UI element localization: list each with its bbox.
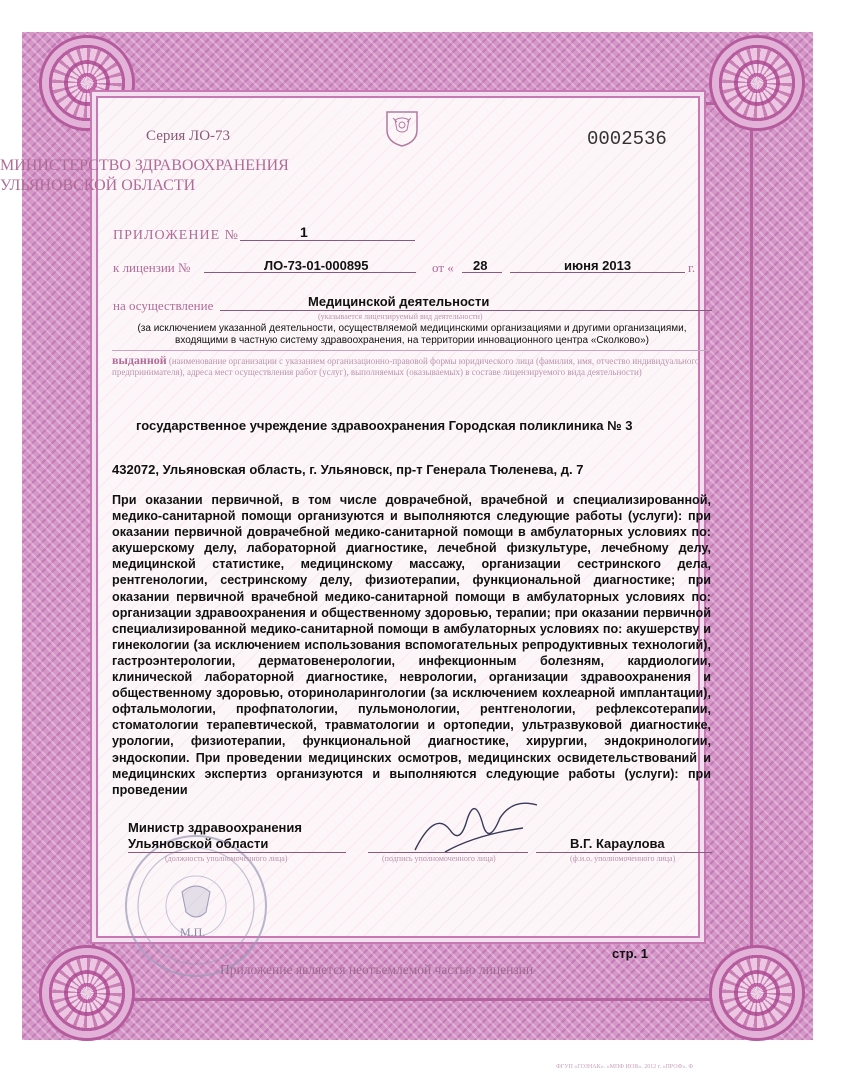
signer-position-line2: Ульяновской области: [128, 836, 269, 851]
year-suffix: г.: [688, 260, 696, 275]
series-label: Серия ЛО-73: [146, 128, 231, 144]
activity-label: на осуществление: [113, 298, 214, 313]
printer-imprint: ФГУП «ГОЗНАК». «МПФ ИОВ». 2012 г. «ПРОФ». Ф: [556, 1064, 694, 1070]
signer-position-line1: Министр здравоохранения: [128, 820, 302, 835]
appendix-label: ПРИЛОЖЕНИЕ №: [113, 228, 239, 243]
footer-note: Приложение является неотъемлемой частью лицензии: [220, 962, 534, 977]
position-underline: [128, 852, 346, 853]
ministry-title-line1: МИНИСТЕРСТВО ЗДРАВООХРАНЕНИЯ: [0, 157, 289, 174]
appendix-number: 1: [300, 224, 308, 240]
form-number: 0002536: [587, 128, 667, 150]
corner-rosette-top-right: [712, 38, 802, 128]
activity-hint: (указывается лицензируемый вид деятельности): [318, 312, 483, 321]
activity-underline: [220, 310, 712, 311]
signature-caption: (подпись уполномоченного лица): [382, 854, 496, 863]
activity-value: Медицинской деятельности: [308, 294, 490, 309]
name-caption: (ф.и.о. уполномоченного лица): [570, 854, 676, 863]
appendix-underline: [240, 240, 415, 241]
issued-label: выданной: [112, 353, 167, 367]
organization-name: государственное учреждение здравоохранения Городская поликлиника № 3: [136, 418, 633, 433]
coat-of-arms-icon: [383, 108, 421, 148]
signer-name: В.Г. Караулова: [570, 836, 665, 851]
services-description: При оказании первичной, в том числе доврачебной, врачебной и специализированной, медико-санитарной помощи организуются и выполняются следующие работы (услуги): при оказании первичной доврачебной медико-санитарной помощи в амбулаторных условиях по: акушерскому делу, лабораторной диагностике, лечебной физкультуре, лечебному делу, медицинской статистике, медицинскому массажу, организации сестринского дела, рентгенологии, сестринскому делу, физиотерапии, функциональной диагностике; при оказании первичной врачебной медико-санитарной помощи в амбулаторных условиях по: организации здравоохранения и общественному здоровью, терапии; при оказании первичной специализированной медико-санитарной помощи в амбулаторных условиях по: акушерству и гинекологии (за исключением использования вспомогательных репродуктивных технологий), гастроэнтерологии, дерматовенерологии, инфекционным болезням, кардиологии, клинической лабораторной диагностике, неврологии, организации здравоохранения и общественному здоровью, оториноларингологии (за исключением кохлеарной имплантации), офтальмологии, профпатологии, пульмонологии, рентгенологии, рефлексотерапии, стоматологии терапевтической, травматологии и ортопедии, ультразвуковой диагностике, урологии, физиотерапии, функциональной диагностике, хирургии, эндокринологии, эндоскопии. При проведении медицинских осмотров, медицинских освидетельствований и медицинских экспертиз организуются и выполняются следующие работы (услуги): при проведении: [112, 493, 711, 797]
note-underline: [112, 350, 712, 351]
ministry-title-line2: УЛЬЯНОВСКОЙ ОБЛАСТИ: [0, 177, 196, 194]
license-date-month-year: июня 2013: [564, 258, 632, 273]
corner-rosette-bottom-right: [712, 948, 802, 1038]
license-number: ЛО-73-01-000895: [264, 258, 369, 273]
seal-mp-text: М.П.: [180, 925, 206, 939]
issued-hint: (наименование организации с указанием организационно-правовой формы юридического лица (фамилия, имя, отчество индивидуального предпринимателя), адреса мест осуществления работ (услуг), выполняемых (оказываемых) в составе лицензируемого вида деятельности): [112, 356, 700, 377]
organization-address: 432072, Ульяновская область, г. Ульяновск, пр-т Генерала Тюленева, д. 7: [112, 462, 584, 477]
corner-rosette-bottom-left: [42, 948, 132, 1038]
signature-underline: [368, 852, 528, 853]
issued-to-caption: [112, 355, 712, 378]
date-prefix: от «: [432, 260, 454, 275]
activity-note: (за исключением указанной деятельности, осуществляемой медицинскими организациями и другими организациями, входящими в частную систему здравоохранения, на территории инновационного центра «Сколково»): [137, 323, 687, 346]
name-underline: [536, 852, 712, 853]
license-label: к лицензии №: [113, 260, 191, 275]
position-caption: (должность уполномоченного лица): [165, 854, 288, 863]
handwritten-signature: [405, 790, 545, 860]
license-date-day: 28: [473, 258, 488, 273]
page-number: стр. 1: [612, 946, 648, 961]
